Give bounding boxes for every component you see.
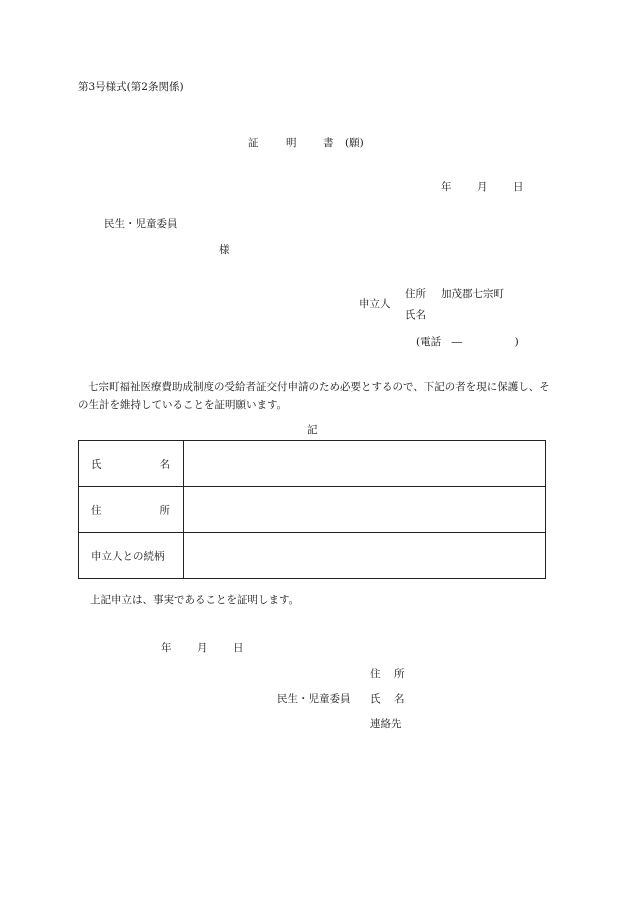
applicant-name-label: 氏名 <box>405 309 426 321</box>
addressee-role: 民生・児童委員 <box>104 218 178 230</box>
table-row-address <box>79 487 546 533</box>
certifier-role: 民生・児童委員 <box>277 693 351 705</box>
certifier-address-label-b: 所 <box>394 668 405 680</box>
row-address-value <box>184 487 546 533</box>
title-char-2: 明 <box>286 137 297 149</box>
row-address-label-b: 所 <box>159 504 170 516</box>
certify-statement: 上記申立は、事実であることを証明します。 <box>90 594 300 606</box>
applicant-phone: (電話 ― ) <box>416 336 519 348</box>
row-name-label-cell <box>79 441 184 487</box>
date-bottom-day: 日 <box>233 642 244 654</box>
applicant-address-label: 住所 <box>405 288 426 300</box>
row-relation-label: 申立人との続柄 <box>91 550 165 562</box>
row-relation-label-cell <box>79 533 184 579</box>
applicant-label: 申立人 <box>359 298 391 310</box>
addressee-honorific: 様 <box>219 244 230 256</box>
row-address-label-cell <box>79 487 184 533</box>
table-row-name <box>79 441 546 487</box>
title-char-3: 書 <box>323 137 334 149</box>
row-address-label-a: 住 <box>91 504 102 516</box>
table-row-relation <box>79 533 546 579</box>
certifier-address-label-a: 住 <box>370 668 381 680</box>
date-top-year: 年 <box>441 181 452 193</box>
date-top-day: 日 <box>513 181 524 193</box>
title-char-1: 証 <box>248 137 259 149</box>
certifier-name-label-a: 氏 <box>370 693 381 705</box>
date-bottom-month: 月 <box>197 642 208 654</box>
form-number: 第3号様式(第2条関係) <box>78 81 184 93</box>
certifier-name-label-b: 名 <box>394 693 405 705</box>
row-name-label-b: 名 <box>159 458 170 470</box>
record-table <box>78 440 546 579</box>
request-paragraph: 七宗町福祉医療費助成制度の受給者証交付申請のため必要とするので、下記の者を現に保護し、その生計を維持していることを証明願います。 <box>78 381 550 411</box>
date-bottom-year: 年 <box>161 642 172 654</box>
row-name-value <box>184 441 546 487</box>
row-relation-value <box>184 533 546 579</box>
ki-heading: 記 <box>307 424 318 436</box>
title-suffix: (願) <box>345 137 364 149</box>
date-top-month: 月 <box>477 181 488 193</box>
certifier-contact-label: 連絡先 <box>370 718 402 730</box>
row-name-label-a: 氏 <box>91 458 102 470</box>
applicant-address-value: 加茂郡七宗町 <box>441 288 504 300</box>
